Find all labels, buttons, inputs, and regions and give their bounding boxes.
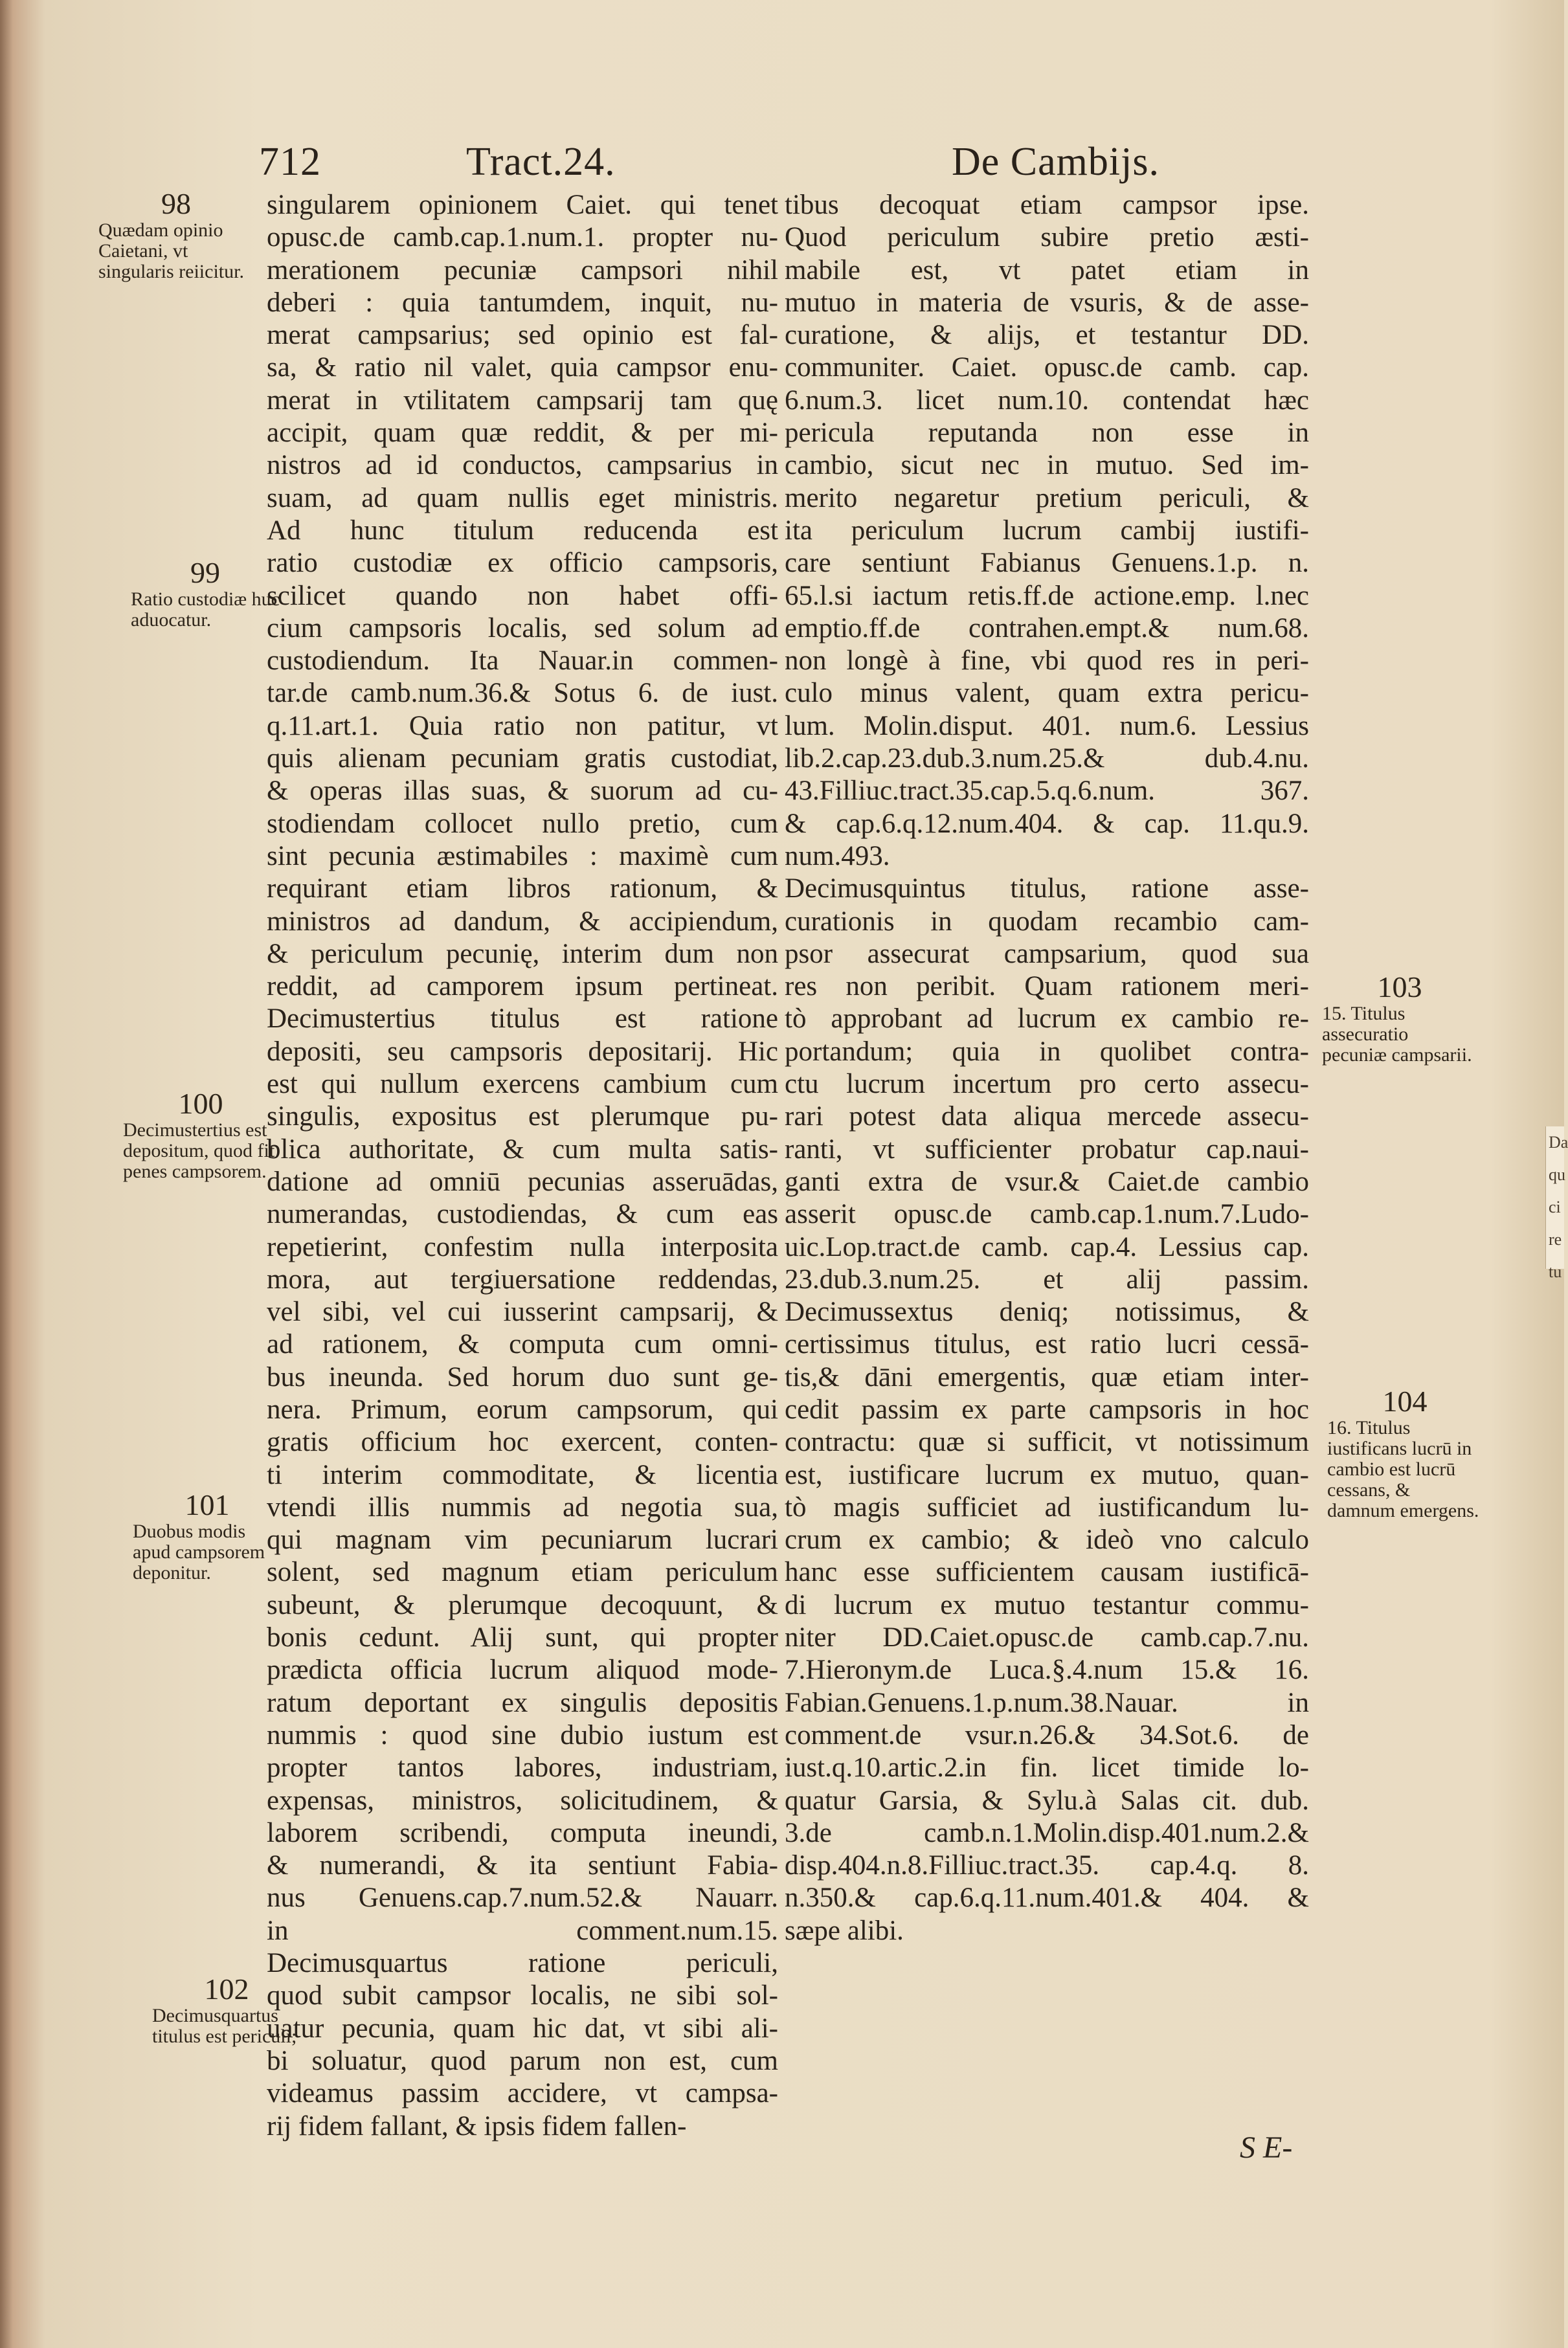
- text-line: sæpe alibi.: [785, 1915, 904, 1946]
- text-line: psor assecurat campsarium, quod sua: [785, 938, 1309, 969]
- text-line: tis,& dāni emergentis, quæ etiam inter-: [785, 1361, 1309, 1392]
- text-line: tar.de camb.num.36.& Sotus 6. de iust.: [267, 678, 778, 709]
- text-line: vtendi illis nummis ad negotia sua,: [267, 1492, 778, 1523]
- text-line: Ad hunc titulum reducenda est: [267, 515, 778, 546]
- margin-note-text: Quædam opinio Caietani, vt singularis reiicitur.: [98, 219, 244, 282]
- text-line: cedit passim ex parte campsoris in hoc: [785, 1394, 1309, 1425]
- text-line: numerandas, custodiendas, & cum eas: [267, 1199, 778, 1230]
- page-number: 712: [259, 140, 321, 184]
- margin-note-text: Decimusquartus titulus est periculi;: [152, 2005, 297, 2047]
- text-line: datione ad omniū pecunias asseruādas,: [267, 1166, 778, 1197]
- text-line: solent, sed magnum etiam periculum: [267, 1557, 778, 1588]
- text-line: lum. Molin.disput. 401. num.6. Lessius: [785, 710, 1309, 741]
- margin-note-103: [1322, 971, 1477, 1066]
- text-line: & cap.6.q.12.num.404. & cap. 11.qu.9.: [785, 808, 1309, 839]
- text-line: singulis, expositus est plerumque pu-: [267, 1101, 778, 1132]
- text-line: bonis cedunt. Alij sunt, qui propter: [267, 1622, 778, 1653]
- text-line: 43.Filliuc.tract.35.cap.5.q.6.num. 367.: [785, 776, 1309, 807]
- margin-note-text: Decimustertius est depositum, quod fit penes campsorem.: [123, 1119, 275, 1182]
- margin-note-text: 16. Titulus iustificans lucrū in cambio est lucrū cessans, & damnum emergens.: [1327, 1417, 1479, 1521]
- margin-note-number: 102: [204, 1973, 249, 2006]
- text-line: ad rationem, & computa cum omni-: [267, 1329, 778, 1360]
- text-line: suam, ad quam nullis eget ministris.: [267, 482, 778, 513]
- text-line: Decimussextus deniq; notissimus, &: [785, 1297, 1309, 1328]
- text-line: di lucrum ex mutuo testantur commu-: [785, 1589, 1309, 1620]
- text-line: qui magnam vim pecuniarum lucrari: [267, 1525, 778, 1556]
- margin-note-number: 103: [1377, 970, 1422, 1003]
- text-line: res non peribit. Quam rationem meri-: [785, 971, 1309, 1002]
- text-line: propter tantos labores, industriam,: [267, 1752, 778, 1783]
- text-line: portandum; quia in quolibet contra-: [785, 1036, 1309, 1067]
- text-line: Fabian.Genuens.1.p.num.38.Nauar. in: [785, 1687, 1309, 1718]
- text-line: est, iustificare lucrum ex mutuo, quan-: [785, 1459, 1309, 1490]
- margin-note-text: 15. Titulus assecuratio pecuniæ campsarii.: [1322, 1003, 1472, 1066]
- text-line: prædicta officia lucrum aliquod mode-: [267, 1655, 778, 1686]
- text-line: stodiendam collocet nullo pretio, cum: [267, 808, 778, 839]
- text-line: crum ex cambio; & ideò vno calculo: [785, 1525, 1309, 1556]
- text-line: Decimusquintus titulus, ratione asse-: [785, 873, 1309, 904]
- text-line: n.350.& cap.6.q.11.num.401.& 404. &: [785, 1883, 1309, 1914]
- text-line: laborem scribendi, computa ineundi,: [267, 1817, 778, 1848]
- text-line: bi soluatur, quod parum non est, cum: [267, 2045, 778, 2076]
- text-line: nus Genuens.cap.7.num.52.& Nauarr.: [267, 1883, 778, 1914]
- text-line: depositi, seu campsoris depositarij. Hic: [267, 1036, 778, 1067]
- text-line: uatur pecunia, quam hic dat, vt sibi ali-: [267, 2013, 778, 2044]
- margin-note-text: Duobus modis apud campsorem deponitur.: [133, 1521, 265, 1583]
- text-line: est qui nullum exercens cambium cum: [267, 1069, 778, 1100]
- text-line: merationem pecuniæ campsori nihil: [267, 254, 778, 285]
- text-line: videamus passim accidere, vt campsa-: [267, 2078, 778, 2109]
- running-header: [0, 139, 1564, 191]
- text-line: emptio.ff.de contrahen.empt.& num.68.: [785, 612, 1309, 643]
- text-line: communiter. Caiet. opusc.de camb. cap.: [785, 352, 1309, 383]
- text-line: ctu lucrum incertum pro certo assecu-: [785, 1069, 1309, 1100]
- text-line: rari potest data aliqua mercede assecu-: [785, 1101, 1309, 1132]
- margin-note-98: [98, 188, 254, 282]
- text-line: uic.Lop.tract.de camb. cap.4. Lessius cap.: [785, 1231, 1309, 1262]
- text-line: sint pecunia æstimabiles : maximè cum: [267, 840, 778, 871]
- text-line: 3.de camb.n.1.Molin.disp.401.num.2.&: [785, 1817, 1309, 1848]
- next-page-edge: [1545, 1126, 1568, 1281]
- margin-note-102: [152, 1973, 301, 2047]
- text-line: in comment.num.15.: [267, 1915, 778, 1946]
- text-line: mora, aut tergiuersatione reddendas,: [267, 1264, 778, 1295]
- edge-fragment: tu: [1549, 1262, 1562, 1281]
- text-line: contractu: quæ si sufficit, vt notissimum: [785, 1427, 1309, 1458]
- text-line: disp.404.n.8.Filliuc.tract.35. cap.4.q. 8.: [785, 1850, 1309, 1881]
- text-line: quatur Garsia, & Sylu.à Salas cit. dub.: [785, 1785, 1309, 1816]
- text-line: vel sibi, vel cui iusserint campsarij, &: [267, 1297, 778, 1328]
- text-line: pericula reputanda non esse in: [785, 418, 1309, 449]
- text-line: requirant etiam libros rationum, &: [267, 873, 778, 904]
- text-line: scilicet quando non habet offi-: [267, 580, 778, 611]
- text-line: tibus decoquat etiam campsor ipse.: [785, 190, 1309, 220]
- text-line: comment.de vsur.n.26.& 34.Sot.6. de: [785, 1719, 1309, 1750]
- text-line: lib.2.cap.23.dub.3.num.25.& dub.4.nu.: [785, 743, 1309, 774]
- text-line: non longè à fine, vbi quod res in peri-: [785, 645, 1309, 676]
- text-line: cambio, sicut nec in mutuo. Sed im-: [785, 450, 1309, 481]
- text-line: & periculum pecunię, interim dum non: [267, 938, 778, 969]
- text-line: bus ineunda. Sed horum duo sunt ge-: [267, 1361, 778, 1392]
- text-line: deberi : quia tantumdem, inquit, nu-: [267, 287, 778, 318]
- text-line: niter DD.Caiet.opusc.de camb.cap.7.nu.: [785, 1622, 1309, 1653]
- text-line: merat campsarius; sed opinio est fal-: [267, 320, 778, 351]
- text-line: opusc.de camb.cap.1.num.1. propter nu-: [267, 222, 778, 253]
- text-line: asserit opusc.de camb.cap.1.num.7.Ludo-: [785, 1199, 1309, 1230]
- text-line: 6.num.3. licet num.10. contendat hæc: [785, 385, 1309, 416]
- text-line: curatione, & alijs, et testantur DD.: [785, 320, 1309, 351]
- text-line: blica authoritate, & cum multa satis-: [267, 1134, 778, 1165]
- text-line: mutuo in materia de vsuris, & de asse-: [785, 287, 1309, 318]
- text-line: ratio custodiæ ex officio campsoris,: [267, 548, 778, 579]
- text-line: q.11.art.1. Quia ratio non patitur, vt: [267, 710, 778, 741]
- edge-fragment: qu: [1549, 1165, 1565, 1184]
- text-line: Quod periculum subire pretio æsti-: [785, 222, 1309, 253]
- text-line: accipit, quam quæ reddit, & per mi-: [267, 418, 778, 449]
- text-line: quod subit campsor localis, ne sibi sol-: [267, 1980, 778, 2011]
- text-line: tò approbant ad lucrum ex cambio re-: [785, 1003, 1309, 1034]
- text-line: repetierint, confestim nulla interposita: [267, 1231, 778, 1262]
- section-title: De Cambijs.: [952, 140, 1159, 184]
- text-line: merito negaretur pretium periculi, &: [785, 482, 1309, 513]
- text-line: ti interim commoditate, & licentia: [267, 1459, 778, 1490]
- text-line: merat in vtilitatem campsarij tam quę: [267, 385, 778, 416]
- margin-note-101: [133, 1489, 282, 1583]
- text-line: gratis officium hoc exercent, conten-: [267, 1427, 778, 1458]
- margin-note-number: 104: [1382, 1385, 1428, 1418]
- text-line: & numerandi, & ita sentiunt Fabia-: [267, 1850, 778, 1881]
- text-line: rij fidem fallant, & ipsis fidem fallen-: [267, 2110, 687, 2141]
- text-line: nistros ad id conductos, campsarius in: [267, 450, 778, 481]
- text-line: custodiendum. Ita Nauar.in commen-: [267, 645, 778, 676]
- text-line: iust.q.10.artic.2.in fin. licet timide lo-: [785, 1752, 1309, 1783]
- text-line: curationis in quodam recambio cam-: [785, 906, 1309, 937]
- text-line: reddit, ad camporem ipsum pertineat.: [267, 971, 778, 1002]
- margin-note-number: 98: [161, 187, 191, 220]
- catchword: S E-: [1240, 2130, 1293, 2165]
- margin-note-number: 99: [190, 556, 220, 589]
- text-line: nera. Primum, eorum campsorum, qui: [267, 1394, 778, 1425]
- text-line: & operas illas suas, & suorum ad cu-: [267, 776, 778, 807]
- edge-fragment: ci: [1549, 1198, 1561, 1216]
- text-line: 7.Hieronym.de Luca.§.4.num 15.& 16.: [785, 1655, 1309, 1686]
- margin-note-text: Ratio custodiæ huc aduocatur.: [131, 588, 280, 631]
- text-line: quis alienam pecuniam gratis custodiat,: [267, 743, 778, 774]
- text-line: sa, & ratio nil valet, quia campsor enu-: [267, 352, 778, 383]
- margin-note-104: [1327, 1385, 1483, 1521]
- text-line: ganti extra de vsur.& Caiet.de cambio: [785, 1166, 1309, 1197]
- margin-note-number: 100: [178, 1087, 223, 1120]
- text-line: num.493.: [785, 840, 890, 871]
- text-line: certissimus titulus, est ratio lucri cessā-: [785, 1329, 1309, 1360]
- text-line: ministros ad dandum, & accipiendum,: [267, 906, 778, 937]
- edge-fragment: re: [1549, 1230, 1562, 1249]
- text-line: Decimustertius titulus est ratione: [267, 1003, 778, 1034]
- margin-note-100: [123, 1088, 278, 1182]
- text-line: ita periculum lucrum cambij iustifi-: [785, 515, 1309, 546]
- text-line: Decimusquartus ratione periculi,: [267, 1948, 778, 1979]
- text-line: expensas, ministros, solicitudinem, &: [267, 1785, 778, 1816]
- right-text-column: [785, 189, 1309, 1947]
- text-line: ratum deportant ex singulis depositis: [267, 1687, 778, 1718]
- tract-label: Tract.24.: [466, 140, 616, 184]
- text-line: care sentiunt Fabianus Genuens.1.p. n.: [785, 548, 1309, 579]
- text-line: subeunt, & plerumque decoquunt, &: [267, 1589, 778, 1620]
- left-text-column: [267, 189, 778, 2143]
- text-line: mabile est, vt patet etiam in: [785, 254, 1309, 285]
- edge-fragment: Da: [1549, 1133, 1568, 1152]
- text-line: 23.dub.3.num.25. et alij passim.: [785, 1264, 1309, 1295]
- margin-note-99: [131, 557, 280, 631]
- text-line: hanc esse sufficientem causam iustificā-: [785, 1557, 1309, 1588]
- text-line: cium campsoris localis, sed solum ad: [267, 612, 778, 643]
- margin-note-number: 101: [185, 1488, 230, 1521]
- text-line: singularem opinionem Caiet. qui tenet: [267, 190, 778, 220]
- text-line: nummis : quod sine dubio iustum est: [267, 1719, 778, 1750]
- text-line: tò magis sufficiet ad iustificandum lu-: [785, 1492, 1309, 1523]
- text-line: culo minus valent, quam extra pericu-: [785, 678, 1309, 709]
- text-line: 65.l.si iactum retis.ff.de actione.emp. l.nec: [785, 580, 1309, 611]
- text-line: ranti, vt sufficienter probatur cap.naui-: [785, 1134, 1309, 1165]
